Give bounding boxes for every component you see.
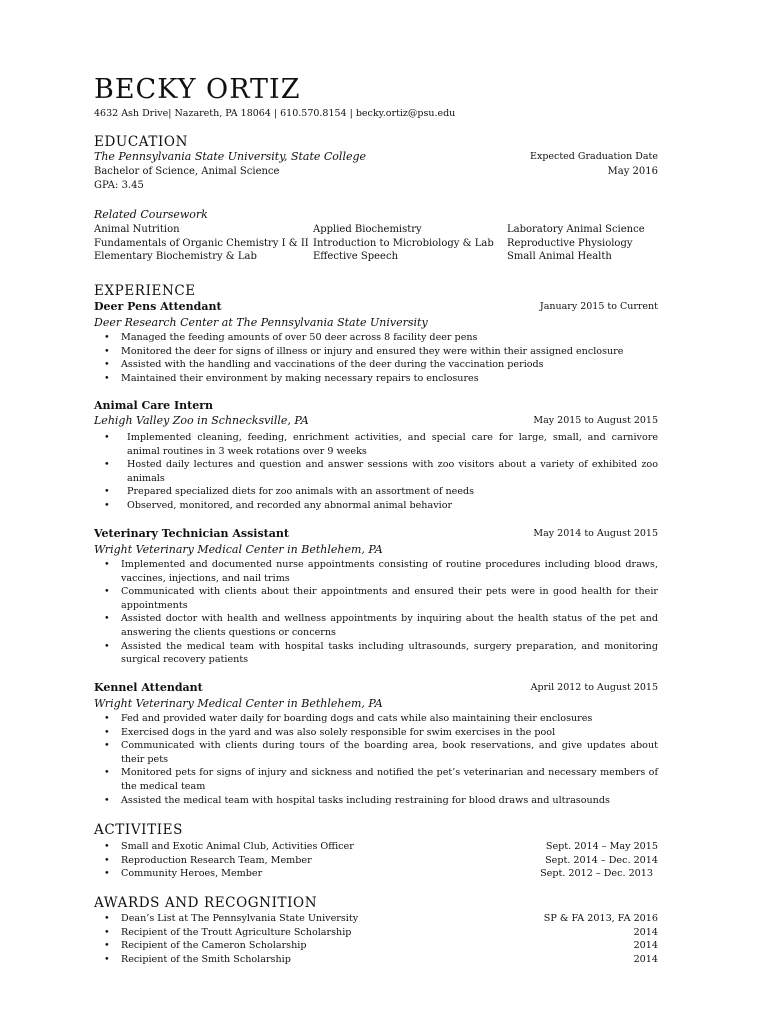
education-school: The Pennsylvania State University, State College [94,150,367,163]
coursework-heading: Related Coursework [94,208,208,221]
list-item: • Assisted with the handling and vaccinations of the deer during the vaccination periods [94,358,658,372]
job-bullets [94,712,658,807]
list-item [94,840,658,854]
award-label: Recipient of the Smith Scholarship [121,953,291,965]
job-dates: May 2014 to August 2015 [533,528,658,539]
list-item: • Monitored the deer for signs of illness or injury and ensured they were within their assigned enclosure [94,345,658,359]
award-label: Recipient of the Cameron Scholarship [121,940,307,952]
list-item: • Assisted the medical team with hospital tasks including ultrasounds, surgery preparation, and monitoring surgical recovery patients [94,640,658,667]
list-item: • Monitored pets for signs of injury and sickness and notified the pet’s veterinarian and necessary members of the medical team [94,766,658,793]
contact-line: 4632 Ash Drive| Nazareth, PA 18064 | 610.570.8154 | becky.ortiz@psu.edu [94,108,456,119]
list-item: • Prepared specialized diets for zoo animals with an assortment of needs [94,485,658,499]
activity-date: Sept. 2014 – Dec. 2014 [545,854,658,866]
list-item: • Fed and provided water daily for boarding dogs and cats while also maintaining their enclosures [94,712,658,726]
course-item: Applied Biochemistry [313,224,422,235]
education-heading: EDUCATION [94,134,189,150]
list-item: • Implemented cleaning, feeding, enrichment activities, and special care for large, small, and carnivore animal routines in 3 week rotations over 9 weeks [94,431,658,458]
awards-heading: AWARDS AND RECOGNITION [94,895,318,911]
course-item: Animal Nutrition [94,224,180,235]
award-date: 2014 [633,953,658,965]
education-gpa: GPA: 3.45 [94,180,144,191]
course-item: Small Animal Health [507,251,612,262]
activities-heading: ACTIVITIES [94,822,183,838]
award-label: Recipient of the Troutt Agriculture Scholarship [121,926,352,938]
graduation-date: May 2016 [607,166,658,177]
list-item [94,939,658,953]
course-item: Introduction to Microbiology & Lab [313,238,494,249]
list-item: • Maintained their environment by making necessary repairs to enclosures [94,372,658,386]
course-item: Elementary Biochemistry & Lab [94,251,257,262]
job-bullets [94,431,658,513]
job-title: Veterinary Technician Assistant [94,527,289,540]
awards-list [94,912,658,966]
list-item: • Managed the feeding amounts of over 50 deer across 8 facility deer pens [94,331,658,345]
list-item [94,926,658,940]
list-item: • Hosted daily lectures and question and answer sessions with zoo visitors about a variety of exhibited zoo animals [94,458,658,485]
list-item: • Observed, monitored, and recorded any abnormal animal behavior [94,499,658,513]
activities-list [94,840,658,881]
award-date: 2014 [633,926,658,938]
job-dates: April 2012 to August 2015 [530,682,658,693]
job-title: Deer Pens Attendant [94,300,222,313]
job-organization: Wright Veterinary Medical Center in Bethlehem, PA [94,697,383,710]
activity-date: Sept. 2014 – May 2015 [545,841,658,852]
job-bullets [94,558,658,667]
list-item [94,953,658,967]
activity-label: Small and Exotic Animal Club, Activities Officer [121,841,354,852]
job-organization: Lehigh Valley Zoo in Schnecksville, PA [94,414,309,427]
job-organization: Wright Veterinary Medical Center in Bethlehem, PA [94,543,383,556]
award-label: Dean’s List at The Pennsylvania State University [121,913,359,924]
list-item: • Assisted the medical team with hospital tasks including restraining for blood draws and ultrasounds [94,794,658,808]
list-item: • Exercised dogs in the yard and was also solely responsible for swim exercises in the pool [94,726,658,740]
list-item: • Implemented and documented nurse appointments consisting of routine procedures including blood draws, vaccines, injections, and nail trims [94,558,658,585]
experience-heading: EXPERIENCE [94,283,196,299]
resume-name: BECKY ORTIZ [94,74,301,105]
list-item: • Communicated with clients about their appointments and ensured their pets were in good health for their appointments [94,585,658,612]
activity-date: Sept. 2012 – Dec. 2013 [540,868,653,880]
list-item [94,854,658,868]
list-item: • Assisted doctor with health and wellness appointments by inquiring about the health status of the pet and answering the clients questions or concerns [94,612,658,639]
course-item: Effective Speech [313,251,399,262]
award-date: SP & FA 2013, FA 2016 [543,913,658,924]
course-item: Reproductive Physiology [507,238,633,249]
graduation-label: Expected Graduation Date [530,151,658,162]
job-dates: May 2015 to August 2015 [533,415,658,426]
activity-label: Community Heroes, Member [121,868,263,880]
course-item: Laboratory Animal Science [507,224,645,235]
activity-label: Reproduction Research Team, Member [121,854,312,866]
job-title: Animal Care Intern [94,399,214,412]
job-title: Kennel Attendant [94,681,203,694]
list-item: • Communicated with clients during tours of the boarding area, book reservations, and give updates about their pets [94,739,658,766]
job-organization: Deer Research Center at The Pennsylvania State University [94,316,428,329]
course-item: Fundamentals of Organic Chemistry I & II [94,238,309,249]
education-degree: Bachelor of Science, Animal Science [94,166,280,177]
job-dates: January 2015 to Current [539,301,658,312]
award-date: 2014 [633,940,658,952]
list-item [94,867,658,881]
list-item [94,912,658,926]
job-bullets [94,331,658,385]
